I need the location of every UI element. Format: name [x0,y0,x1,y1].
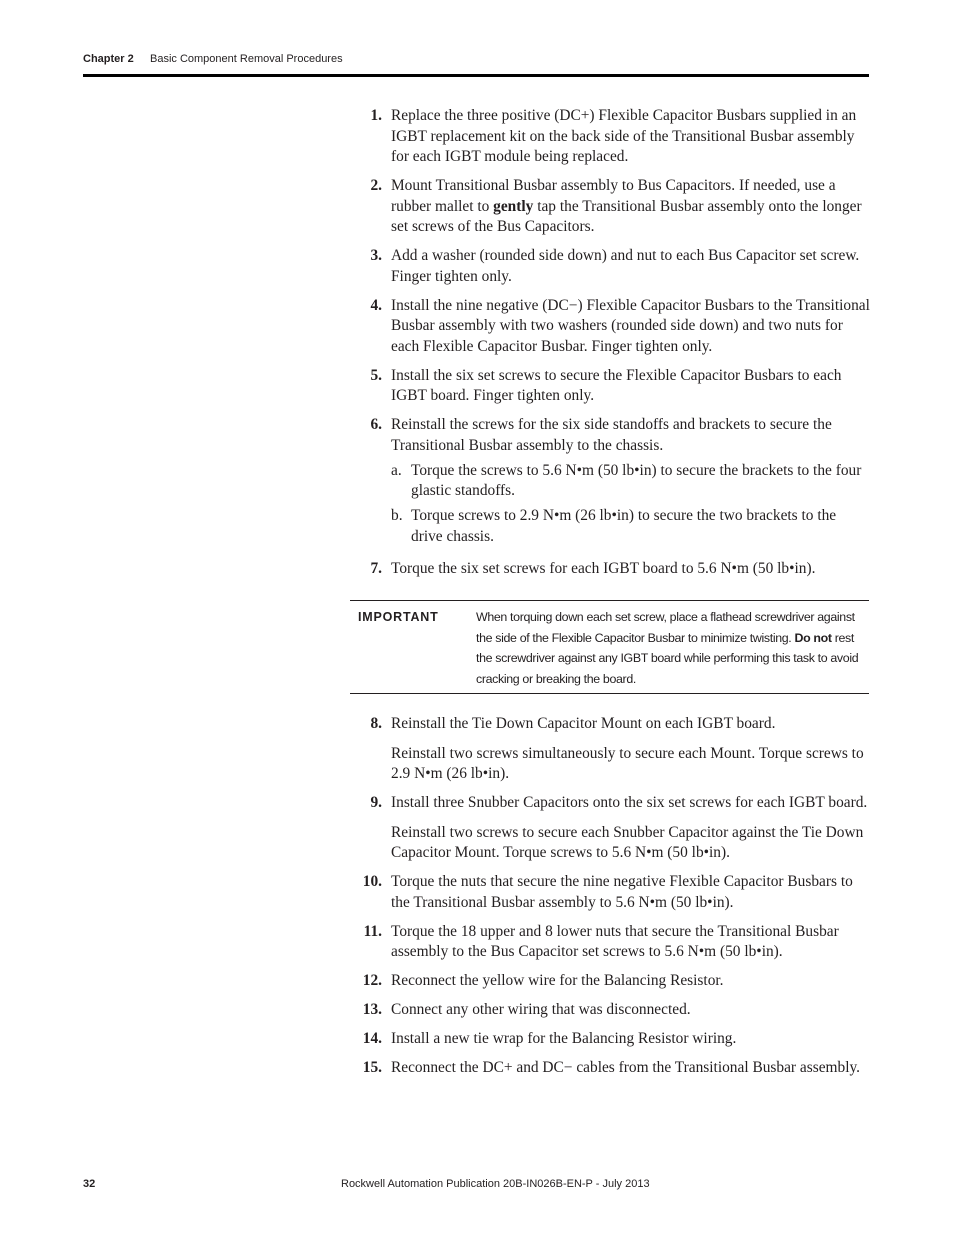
substep-letter: a. [391,461,402,479]
substep-text: Torque the screws to 5.6 N•m (50 lb•in) to secure the brackets to the four glastic standoffs. [411,461,862,499]
step-number: 11. [363,922,382,940]
step-number: 4. [370,296,382,314]
step-text: Install the nine negative (DC−) Flexible Capacitor Busbars to the Transitional Busbar assembly with two washers (rounded side down) and two nuts for each Flexible Capacitor Busbar. Finger tighten only. [391,296,870,355]
step-detail: Reinstall two screws to secure each Snubber Capacitor against the Tie Down Capacitor Mount. Torque screws to 5.6 N•m (50 lb•in). [391,823,864,861]
step-7 [350,559,870,580]
chapter-label: Chapter 2 [83,53,134,65]
step-6 [350,415,870,547]
step-13 [350,1000,870,1021]
step-text: Reinstall the screws for the six side standoffs and brackets to secure the Transitional Busbar assembly to the chassis. [391,416,832,454]
step-12 [350,971,870,992]
header-rule [83,74,869,77]
substep-letter: b. [391,507,403,524]
publication-info: Rockwell Automation Publication 20B-IN026B-EN-P - July 2013 [341,1178,650,1190]
step-number: 8. [370,715,382,732]
important-text: When torquing down each set screw, place a flathead screwdriver against the side of the Flexible Capacitor Busbar to minimize twisting. Do not rest the screwdriver against any IGBT board while performing this task to avoid cracking or breaking the board. [476,610,859,686]
step-text: Install three Snubber Capacitors onto the six set screws for each IGBT board. [391,794,868,811]
step-number: 13. [362,1001,382,1018]
step-11 [350,922,870,963]
step-number: 7. [370,560,382,577]
important-label: IMPORTANT [358,610,439,624]
step-text: Reconnect the yellow wire for the Balancing Resistor. [391,972,724,989]
substep-text: Torque screws to 2.9 N•m (26 lb•in) to secure the two brackets to the drive chassis. [411,507,837,545]
step-number: 5. [370,366,382,384]
step-text: Reconnect the DC+ and DC− cables from the Transitional Busbar assembly. [391,1059,861,1076]
step-14 [350,1029,870,1050]
step-text: Mount Transitional Busbar assembly to Bus Capacitors. If needed, use a rubber mallet to gently tap the Transitional Busbar assembly onto the longer set screws of the Bus Capacitors. [391,177,862,235]
step-text: Torque the nuts that secure the nine negative Flexible Capacitor Busbars to the Transitional Busbar assembly to 5.6 N•m (50 lb•in). [391,873,853,911]
emphasis-gently: gently [493,197,534,215]
step-number: 12. [362,972,382,989]
chapter-title: Basic Component Removal Procedures [150,53,343,65]
step-4 [350,296,870,358]
substep-b [391,506,870,547]
step-2 [350,176,870,238]
step-number: 9. [370,794,382,811]
procedure-steps-part-2 [350,714,870,1087]
page-header [83,53,343,65]
step-text: Reinstall the Tie Down Capacitor Mount on each IGBT board. [391,715,776,732]
step-text: Connect any other wiring that was disconnected. [391,1001,691,1018]
step-15 [350,1058,870,1079]
step-10 [350,872,870,913]
step-text: Replace the three positive (DC+) Flexible Capacitor Busbars supplied in an IGBT replacement kit on the back side of the Transitional Busbar assembly for each IGBT module being replaced. [391,107,857,165]
step-9 [350,793,870,864]
page-number: 32 [83,1178,96,1190]
step-detail: Reinstall two screws simultaneously to secure each Mount. Torque screws to 2.9 N•m (26 lb•in). [391,744,864,782]
step-text: Torque the 18 upper and 8 lower nuts that secure the Transitional Busbar assembly to the Bus Capacitor set screws to 5.6 N•m (50 lb•in). [391,922,839,960]
step-1 [350,106,870,168]
step-5 [350,366,870,407]
step-number: 2. [370,177,382,194]
step-text: Add a washer (rounded side down) and nut to each Bus Capacitor set screw. Finger tighten only. [391,247,860,285]
substep-a [391,461,870,502]
step-number: 14. [362,1030,382,1047]
step-number: 6. [370,416,382,433]
emphasis-do-not: Do not [794,630,832,645]
important-notice [350,600,869,694]
procedure-steps-part-1 [350,106,870,588]
step-text: Install the six set screws to secure the Flexible Capacitor Busbars to each IGBT board. Finger tighten only. [391,366,842,404]
step-number: 1. [370,107,382,124]
step-text: Install a new tie wrap for the Balancing Resistor wiring. [391,1030,737,1047]
step-text: Torque the six set screws for each IGBT board to 5.6 N•m (50 lb•in). [391,560,816,577]
step-3 [350,246,870,287]
step-number: 3. [370,247,382,264]
step-8 [350,714,870,785]
step-number: 15. [362,1059,382,1076]
step-number: 10. [362,873,382,890]
